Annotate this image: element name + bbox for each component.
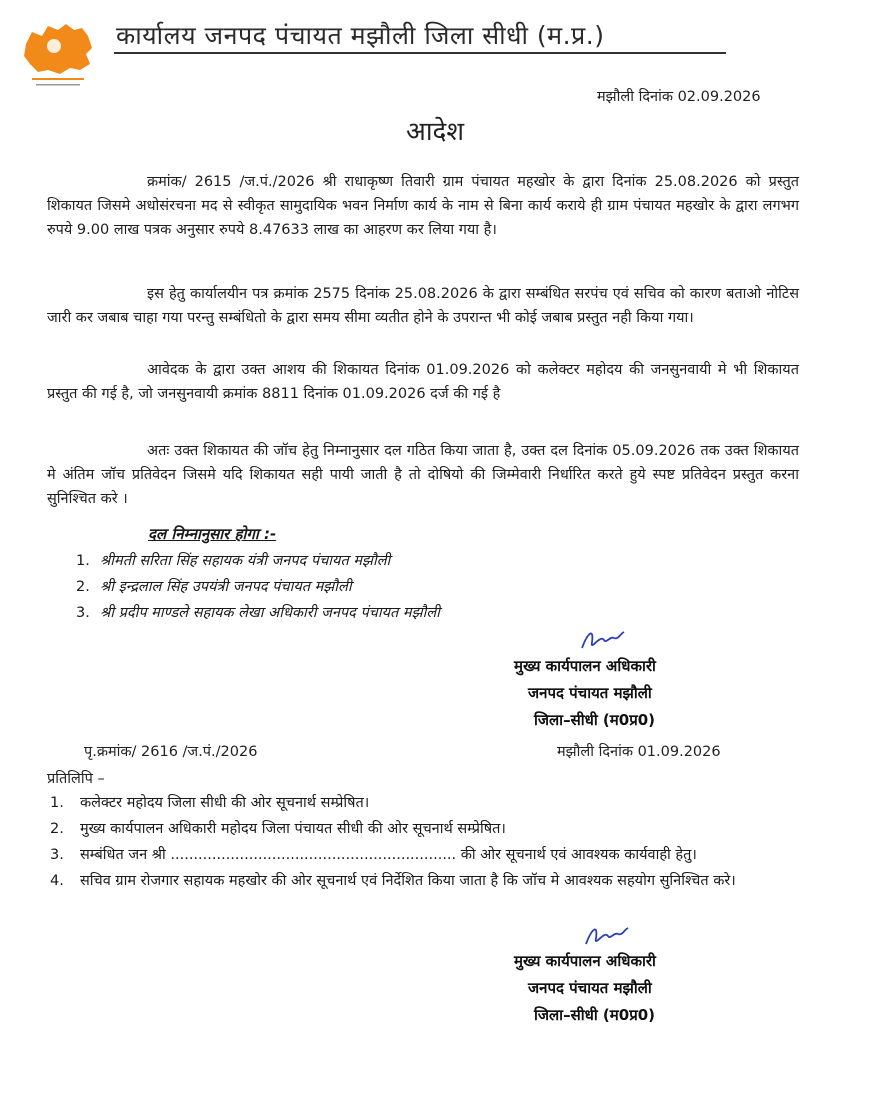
order-place-date: मझौली दिनांक 02.09.2026 [597, 89, 761, 105]
signature-block-2 [514, 948, 656, 1029]
endorsement-place-date: मझौली दिनांक 01.09.2026 [557, 744, 721, 760]
endorsement-number: पृ.क्रमांक/ 2616 /ज.पं./2026 [84, 744, 258, 760]
team-heading: दल निम्नानुसार होगा :- [148, 525, 277, 543]
signatory-district: जिला–सीधी (म0प्र0) [534, 711, 656, 729]
team-member-list [76, 548, 440, 626]
signatory-designation: मुख्य कार्यपालन अधिकारी [514, 657, 656, 675]
team-member-item: 3. श्री प्रदीप माण्डले सहायक लेखा अधिकारी जनपद पंचायत मझौली [76, 605, 440, 621]
copy-to-item: 2. मुख्य कार्यपालन अधिकारी महोदय जिला पंचायत सीधी की ओर सूचनार्थ सम्प्रेषित। [50, 821, 506, 837]
signature-mark-1 [578, 624, 628, 656]
team-member-item: 1. श्रीमती सरिता सिंह सहायक यंत्री जनपद पंचायत मझौली [76, 553, 391, 569]
order-paragraph-4: अतः उक्त शिकायत की जॉच हेतु निम्नानुसार दल गठित किया जाता है, उक्त दल दिनांक 05.09.2026 तक उक्त शिकायत मे अंतिम जॉच प्रतिवेदन जिसमे यदि शिकायत सही पायी जाती है तो दोषियो की जिम्मेवारी निर्धारित करते हुये स्पष्ट प्रतिवेदन प्रस्तुत करना सुनिश्चित करे । [47, 443, 799, 507]
order-paragraph-1: क्रमांक/ 2615 /ज.पं./2026 श्री राधाकृष्ण तिवारी ग्राम पंचायत महखोर के द्वारा दिनांक 25.08.2026 को प्रस्तुत शिकायत जिसमे अधोसंरचना मद से स्वीकृत सामुदायिक भवन निर्माण कार्य के नाम से बिना कार्य कराये ही ग्राम पंचायत महखोर के द्वारा लगभग रुपये 9.00 लाख पत्रक अनुसार रुपये 8.47633 लाख का आहरण कर लिया गया है। [47, 174, 799, 238]
copy-to-label: प्रतिलिपि – [47, 771, 105, 787]
order-title: आदेश [405, 117, 465, 147]
mp-state-map-logo-icon [18, 14, 98, 94]
signatory-district: जिला–सीधी (म0प्र0) [534, 1006, 656, 1024]
office-header-title: कार्यालय जनपद पंचायत मझौली जिला सीधी (म.प्र.) [116, 21, 605, 50]
order-paragraph-3: आवेदक के द्वारा उक्त आशय की शिकायत दिनांक 01.09.2026 को कलेक्टर महोदय की जनसुनवायी मे भी शिकायत प्रस्तुत की गई है, जो जनसुनवायी क्रमांक 8811 दिनांक 01.09.2026 दर्ज की गई है [47, 362, 799, 402]
copy-to-item: 3. सम्बंधित जन श्री .............................................................. की ओर सूचनार्थ एवं आवश्यक कार्यवाही हेतु। [50, 847, 697, 863]
signatory-office: जनपद पंचायत मझौली [528, 979, 652, 997]
copy-to-item: 1. कलेक्टर महोदय जिला सीधी की ओर सूचनार्थ सम्प्रेषित। [50, 795, 370, 811]
order-paragraph-2: इस हेतु कार्यालयीन पत्र क्रमांक 2575 दिनांक 25.08.2026 के द्वारा सम्बंधित सरपंच एवं सचिव को कारण बताओ नोटिस जारी कर जबाब चाहा गया परन्तु सम्बंधितो के द्वारा समय सीमा व्यतीत होने के उपरान्त भी कोई जबाब प्रस्तुत नही किया गया। [47, 286, 799, 326]
signatory-designation: मुख्य कार्यपालन अधिकारी [514, 952, 656, 970]
signatory-office: जनपद पंचायत मझौली [528, 684, 652, 702]
signature-block-1 [514, 653, 656, 734]
copy-to-item: 4. सचिव ग्राम रोजगार सहायक महखोर की ओर सूचनार्थ एवं निर्देशित किया जाता है कि जॉच मे आवश्यक सहयोग सुनिश्चित करे। [50, 873, 736, 889]
copy-to-list [50, 790, 820, 894]
team-member-item: 2. श्री इन्द्रलाल सिंह उपयंत्री जनपद पंचायत मझौली [76, 579, 352, 595]
header-underline [114, 52, 726, 54]
